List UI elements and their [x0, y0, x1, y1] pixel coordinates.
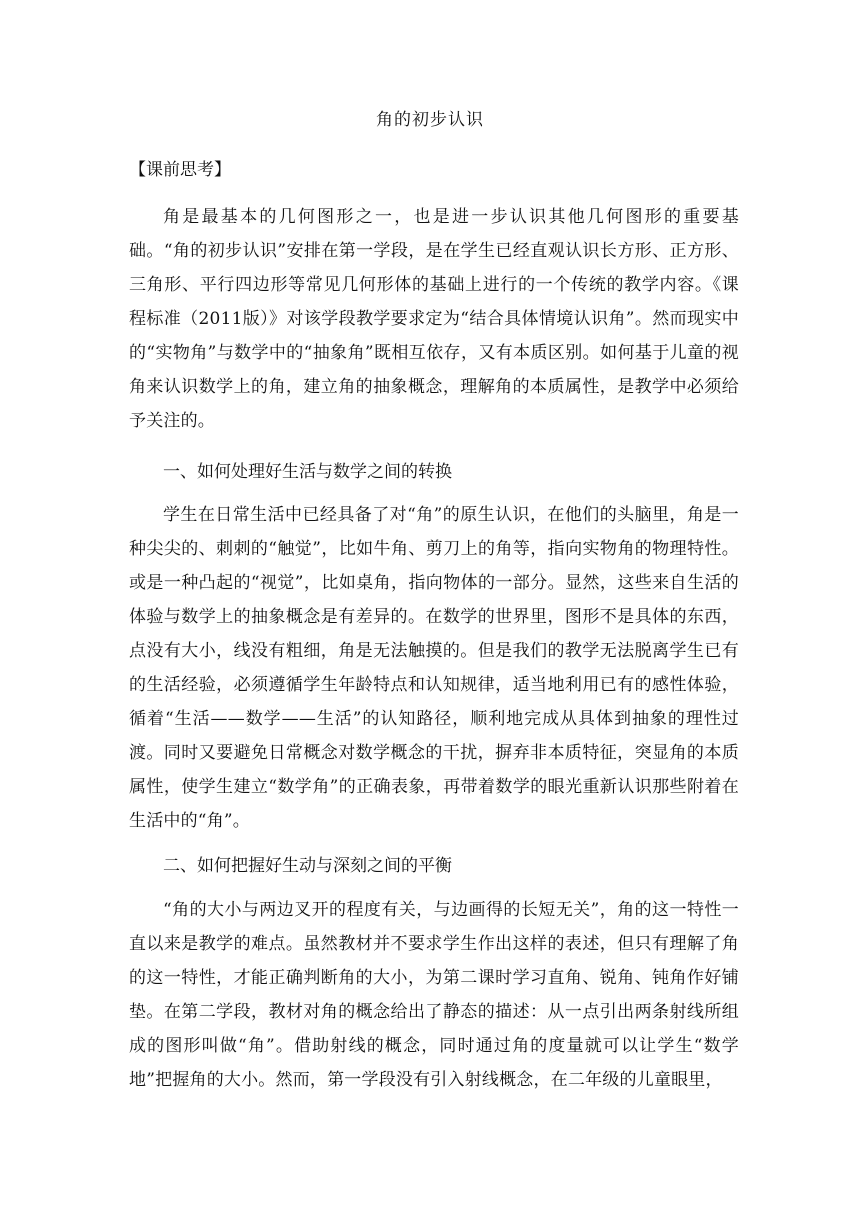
paragraph-life-math: 学生在日常生活中已经具备了对“角”的原生认识，在他们的头脑里，角是一种尖尖的、刺刺的“触觉”，比如牛角、剪刀上的角等，指向实物角的物理特性。或是一种凸起的“视觉”，比如桌角，指向物体的一部分。显然，这些来自生活的体验与数学上的抽象概念是有差异的。在数学的世界里，图形不是具体的东西，点没有大小，线没有粗细，角是无法触摸的。但是我们的教学无法脱离学生已有的生活经验，必须遵循学生年龄特点和认知规律，适当地利用已有的感性体验，循着“生活——数学——生活”的认知路径，顺利地完成从具体到抽象的理性过渡。同时又要避免日常概念对数学概念的干扰，摒弃非本质特征，突显角的本质属性，使学生建立“数学角”的正确表象，再带着数学的眼光重新认识那些附着在生活中的“角”。	[129, 505, 739, 831]
paragraph-vivid-deep: “角的大小与两边叉开的程度有关，与边画得的长短无关”，角的这一特性一直以来是教学的难点。虽然教材并不要求学生作出这样的表述，但只有理解了角的这一特性，才能正确判断角的大小，为第二课时学习直角、锐角、钝角作好铺垫。在第二学段，教材对角的概念给出了静态的描述：从一点引出两条射线所组成的图形叫做“角”。借助射线的概念，同时通过角的度量就可以让学生“数学地”把握角的大小。然而，第一学段没有引入射线概念，在二年级的儿童眼里，	[129, 900, 739, 1090]
paragraph-intro: 角是最基本的几何图形之一，也是进一步认识其他几何图形的重要基础。“角的初步认识”安排在第一学段，是在学生已经直观认识长方形、正方形、三角形、平行四边形等常见几何形体的基础上进行的一个传统的教学内容。《课程标准（2011版）》对该学段教学要求定为“结合具体情境认识角”。然而现实中的“实物角”与数学中的“抽象角”既相互依存，又有本质区别。如何基于儿童的视角来认识数学上的角，建立角的抽象概念，理解角的本质属性，是教学中必须给予关注的。	[129, 207, 739, 431]
section-heading-2: 二、如何把握好生动与深刻之间的平衡	[163, 856, 452, 876]
page-title: 角的初步认识	[376, 110, 484, 130]
section-heading-1: 一、如何处理好生活与数学之间的转换	[163, 462, 452, 482]
section-label: 【课前思考】	[129, 160, 231, 180]
